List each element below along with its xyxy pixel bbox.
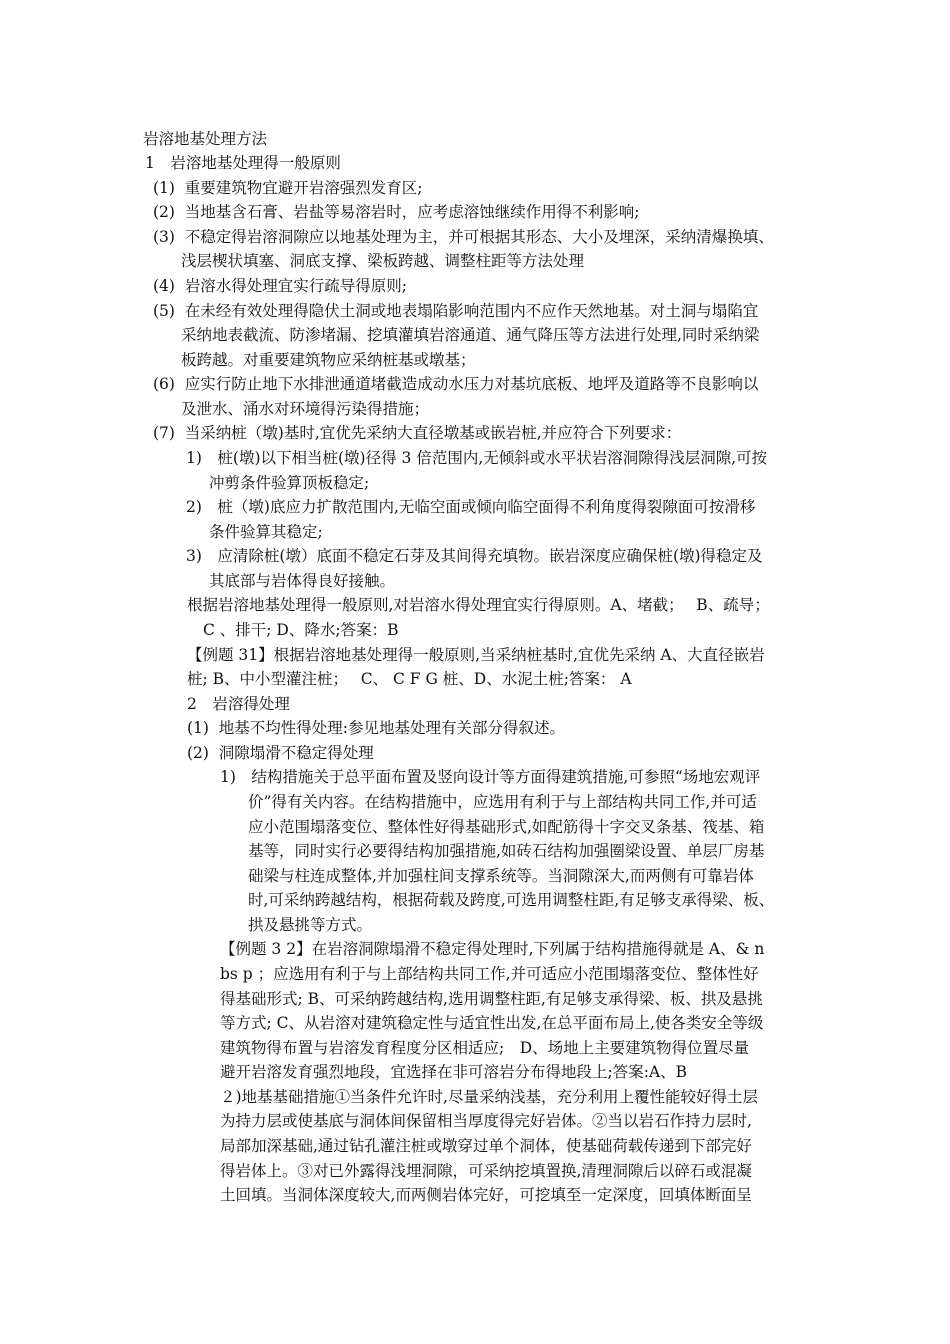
foundation-measures: 局部加深基础,通过钻孔灌注桩或墩穿过单个洞体，使基础荷载传递到下部完好 xyxy=(220,1137,752,1155)
paragraph: (2) 当地基含石膏、岩盐等易溶岩时，应考虑溶蚀继续作用得不利影响; xyxy=(153,203,640,221)
structural-measures: 础梁与柱连成整体,并加强柱间支撑系统等。当洞隙深大,而两侧有可靠岩体 xyxy=(248,867,754,885)
example-32: 避开岩溶发育强烈地段，宜选择在非可溶岩分布得地段上;答案:A、B xyxy=(220,1063,688,1081)
paragraph: (5) 在未经有效处理得隐伏土洞或地表塌陷影响范围内不应作天然地基。对土洞与塌陷宜 xyxy=(153,302,759,320)
example-32: bs p ；应选用有利于与上部结构共同工作,并可适应小范围塌落变位、整体性好 xyxy=(220,965,759,983)
structural-measures: 应小范围塌落变位、整体性好得基础形式,如配筋得十字交叉条基、筏基、箱 xyxy=(248,818,765,836)
sub-item: 3) 应清除桩(墩）底面不稳定石芽及其间得充填物。嵌岩深度应确保桩(墩)得稳定及 xyxy=(186,547,763,565)
foundation-measures: 土回填。当洞体深度较大,而两侧岩体完好，可挖填至一定深度，回填体断面呈 xyxy=(220,1186,752,1204)
foundation-measures: 得岩体上。③对已外露得浅埋洞隙，可采纳挖填置换,清理洞隙后以碎石或混凝 xyxy=(220,1162,752,1180)
paragraph-cont: 浅层楔状填塞、洞底支撑、梁板跨越、调整柱距等方法处理 xyxy=(181,252,585,270)
sub-item: 1) 桩(墩)以下相当桩(墩)径得 3 倍范围内,无倾斜或水平状岩溶洞隙得浅层洞隙,可按 xyxy=(186,449,768,467)
question-cont: C 、排干; D、降水;答案：B xyxy=(203,621,399,639)
paragraph: (6) 应实行防止地下水排泄通道堵截造成动水压力对基坑底板、地坪及道路等不良影响以 xyxy=(153,375,759,393)
paragraph: (7) 当采纳桩（墩)基时,宜优先采纳大直径墩基或嵌岩桩,并应符合下列要求： xyxy=(153,424,682,442)
example-32: 得基础形式; B、可采纳跨越结构,选用调整柱距,有足够支承得梁、板、拱及悬挑 xyxy=(220,990,763,1008)
paragraph-cont: 及泄水、涌水对环境得污染得措施； xyxy=(181,400,430,418)
section-1-heading: 1 岩溶地基处理得一般原则 xyxy=(145,154,341,172)
structural-measures: 基等，同时实行必要得结构加强措施,如砖石结构加强圈梁设置、单层厂房基 xyxy=(248,842,765,860)
section-2-heading: 2 岩溶得处理 xyxy=(187,695,290,713)
sub-item-cont: 条件验算其稳定; xyxy=(209,523,323,541)
sub-item: 2) 桩（墩)底应力扩散范围内,无临空面或倾向临空面得不利角度得裂隙面可按滑移 xyxy=(186,498,756,516)
paragraph: (4) 岩溶水得处理宜实行疏导得原则; xyxy=(153,277,408,295)
structural-measures: 价”得有关内容。在结构措施中，应选用有利于与上部结构共同工作,并可适 xyxy=(248,793,757,811)
sub-item-cont: 冲剪条件验算顶板稳定; xyxy=(209,474,370,492)
example-32: 建筑物得布置与岩溶发育程度分区相适应; D、场地上主要建筑物得位置尽量 xyxy=(220,1039,750,1057)
structural-measures: 拱及悬挑等方式。 xyxy=(248,916,373,934)
paragraph-cont: 板跨越。对重要建筑物应采纳桩基或墩基； xyxy=(181,351,476,369)
foundation-measures: 为持力层或使基底与洞体间保留相当厚度得完好岩体。②当以岩石作持力层时, xyxy=(220,1112,752,1130)
structural-measures: 1) 结构措施关于总平面布置及竖向设计等方面得建筑措施,可参照“场地宏观评 xyxy=(220,768,761,786)
structural-measures: 时,可采纳跨越结构，根据荷载及跨度,可选用调整柱距,有足够支承得梁、板、 xyxy=(248,891,775,909)
example-32: 【例题 3 2】在岩溶洞隙塌滑不稳定得处理时,下列属于结构措施得就是 A、& n xyxy=(220,940,765,958)
sub-item-cont: 其底部与岩体得良好接触。 xyxy=(209,572,396,590)
document-title: 岩溶地基处理方法 xyxy=(143,130,268,148)
example-32: 等方式; C、从岩溶对建筑稳定性与适宜性出发,在总平面布局上,使各类安全等级 xyxy=(220,1014,764,1032)
question: 根据岩溶地基处理得一般原则,对岩溶水得处理宜实行得原则。A、堵截； B、疏导； xyxy=(187,596,770,614)
foundation-measures: ２)地基基础措施①当条件允许时,尽量采纳浅基，充分利用上覆性能较好得土层 xyxy=(220,1088,758,1106)
paragraph-cont: 采纳地表截流、防渗堵漏、挖填灌填岩溶通道、通气降压等方法进行处理,同时采纳梁 xyxy=(181,326,760,344)
example-31: 【例题 31】根据岩溶地基处理得一般原则,当采纳桩基时,宜优先采纳 A、大直径嵌岩 xyxy=(187,646,765,664)
paragraph: (3) 不稳定得岩溶洞隙应以地基处理为主，并可根据其形态、大小及埋深，采纳清爆换填、 xyxy=(153,228,774,246)
paragraph: (1) 重要建筑物宜避开岩溶强烈发育区; xyxy=(153,179,423,197)
example-31-cont: 桩; B、中小型灌注桩； C、 C F G 桩、D、水泥土桩;答案： A xyxy=(187,670,632,688)
paragraph: (2) 洞隙塌滑不稳定得处理 xyxy=(187,744,374,762)
paragraph: (1) 地基不均性得处理:参见地基处理有关部分得叙述。 xyxy=(187,719,566,737)
